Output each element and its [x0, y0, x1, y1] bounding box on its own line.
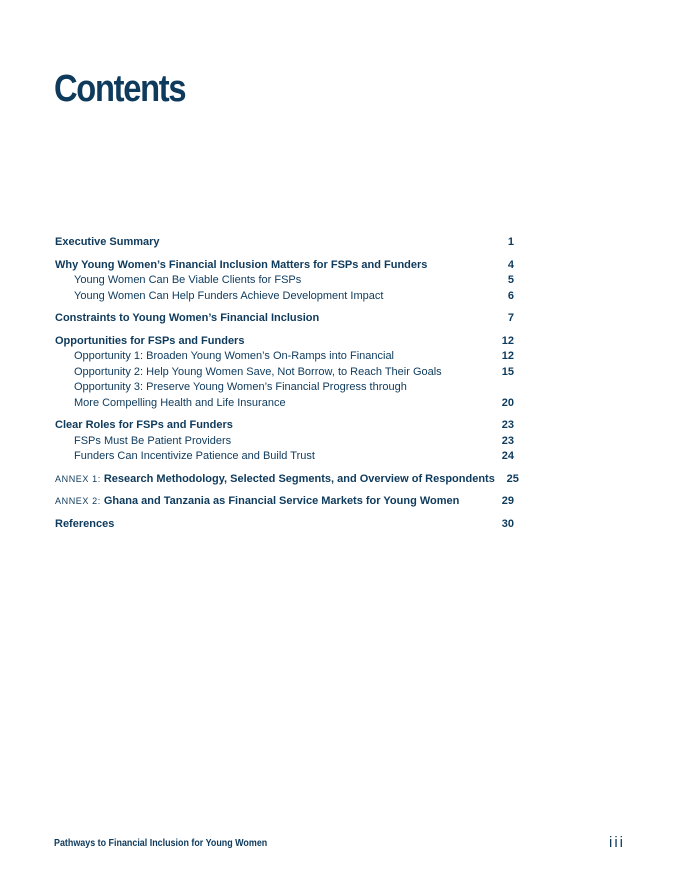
toc-entry[interactable] — [55, 235, 514, 251]
toc-section-executive-summary — [55, 235, 514, 251]
toc-entry-label: References — [55, 517, 115, 530]
toc-entry-label: Constraints to Young Women’s Financial Inclusion — [55, 312, 320, 324]
toc-entry-page: 30 — [501, 517, 514, 530]
toc-entry-page: 4 — [507, 258, 514, 271]
toc-subentry[interactable] — [55, 273, 514, 289]
toc-subentry-label: Young Women Can Be Viable Clients for FSPs — [74, 274, 302, 286]
toc-subentry[interactable] — [55, 289, 514, 305]
toc-subentry-page: 6 — [507, 289, 514, 302]
toc-entry-page: 29 — [501, 495, 514, 507]
toc-subentry-label-line: Opportunity 3: Preserve Young Women’s Financial Progress through — [74, 381, 407, 393]
toc-subentry-label: Opportunity 1: Broaden Young Women’s On-Ramps into Financial — [74, 350, 394, 362]
toc-subentry-label: Young Women Can Help Funders Achieve Development Impact — [74, 289, 384, 302]
toc-subentry-page: 15 — [501, 365, 514, 378]
toc-section-why-matters — [55, 258, 514, 305]
toc-subentry-label: FSPs Must Be Patient Providers — [74, 434, 232, 447]
toc-subentry[interactable] — [55, 449, 514, 465]
toc-entry-label: Executive Summary — [55, 236, 160, 248]
toc-subentry-page: 24 — [501, 450, 514, 462]
annex-title: Research Methodology, Selected Segments, and Overview of Respondents — [103, 472, 495, 485]
toc-entry[interactable] — [55, 517, 514, 533]
toc-section-clear-roles — [55, 418, 514, 465]
toc-section-annex-2 — [55, 494, 514, 510]
toc-section-references — [55, 517, 514, 533]
toc-subentry-label-line: More Compelling Health and Life Insurance — [74, 396, 286, 409]
toc-entry-page: 7 — [507, 312, 514, 324]
toc-entry[interactable] — [55, 311, 514, 327]
footer-document-title: Pathways to Financial Inclusion for Young Women — [54, 837, 268, 849]
toc-subentry-page: 5 — [507, 274, 514, 286]
toc-subentry-label — [74, 380, 407, 411]
toc-entry-label: Clear Roles for FSPs and Funders — [55, 419, 233, 431]
toc-entry-label — [55, 494, 459, 510]
toc-entry-label: Why Young Women’s Financial Inclusion Matters for FSPs and Funders — [55, 258, 428, 271]
toc-subentry[interactable] — [55, 380, 514, 411]
toc-subentry-page: 12 — [501, 350, 514, 362]
toc-entry[interactable] — [55, 258, 514, 274]
toc-entry[interactable] — [55, 418, 514, 434]
toc-entry-label: Opportunities for FSPs and Funders — [55, 334, 245, 347]
toc-entry[interactable] — [55, 334, 514, 350]
toc-entry-page: 1 — [507, 236, 514, 248]
page-title: Contents — [54, 68, 186, 110]
footer-page-number: iii — [609, 834, 625, 851]
toc-entry-page: 12 — [501, 334, 514, 347]
toc-entry-page: 23 — [501, 419, 514, 431]
toc-subentry-label: Funders Can Incentivize Patience and Build Trust — [74, 450, 315, 462]
toc-subentry-page: 23 — [501, 434, 514, 447]
table-of-contents — [55, 235, 519, 539]
toc-entry[interactable] — [55, 494, 514, 510]
toc-section-constraints — [55, 311, 514, 327]
toc-entry-page: 25 — [506, 472, 519, 485]
toc-subentry[interactable] — [55, 349, 514, 365]
annex-prefix: ANNEX 1: — [55, 473, 101, 484]
toc-subentry[interactable] — [55, 365, 514, 381]
toc-subentry[interactable] — [55, 434, 514, 450]
toc-section-opportunities — [55, 334, 514, 412]
annex-title: Ghana and Tanzania as Financial Service Markets for Young Women — [103, 495, 460, 507]
toc-subentry-label: Opportunity 2: Help Young Women Save, Not Borrow, to Reach Their Goals — [74, 365, 442, 378]
toc-entry[interactable] — [55, 472, 519, 488]
toc-section-annex-1 — [55, 472, 519, 488]
toc-entry-label — [55, 472, 495, 488]
annex-prefix: ANNEX 2: — [55, 496, 101, 506]
toc-subentry-page: 20 — [501, 396, 514, 409]
